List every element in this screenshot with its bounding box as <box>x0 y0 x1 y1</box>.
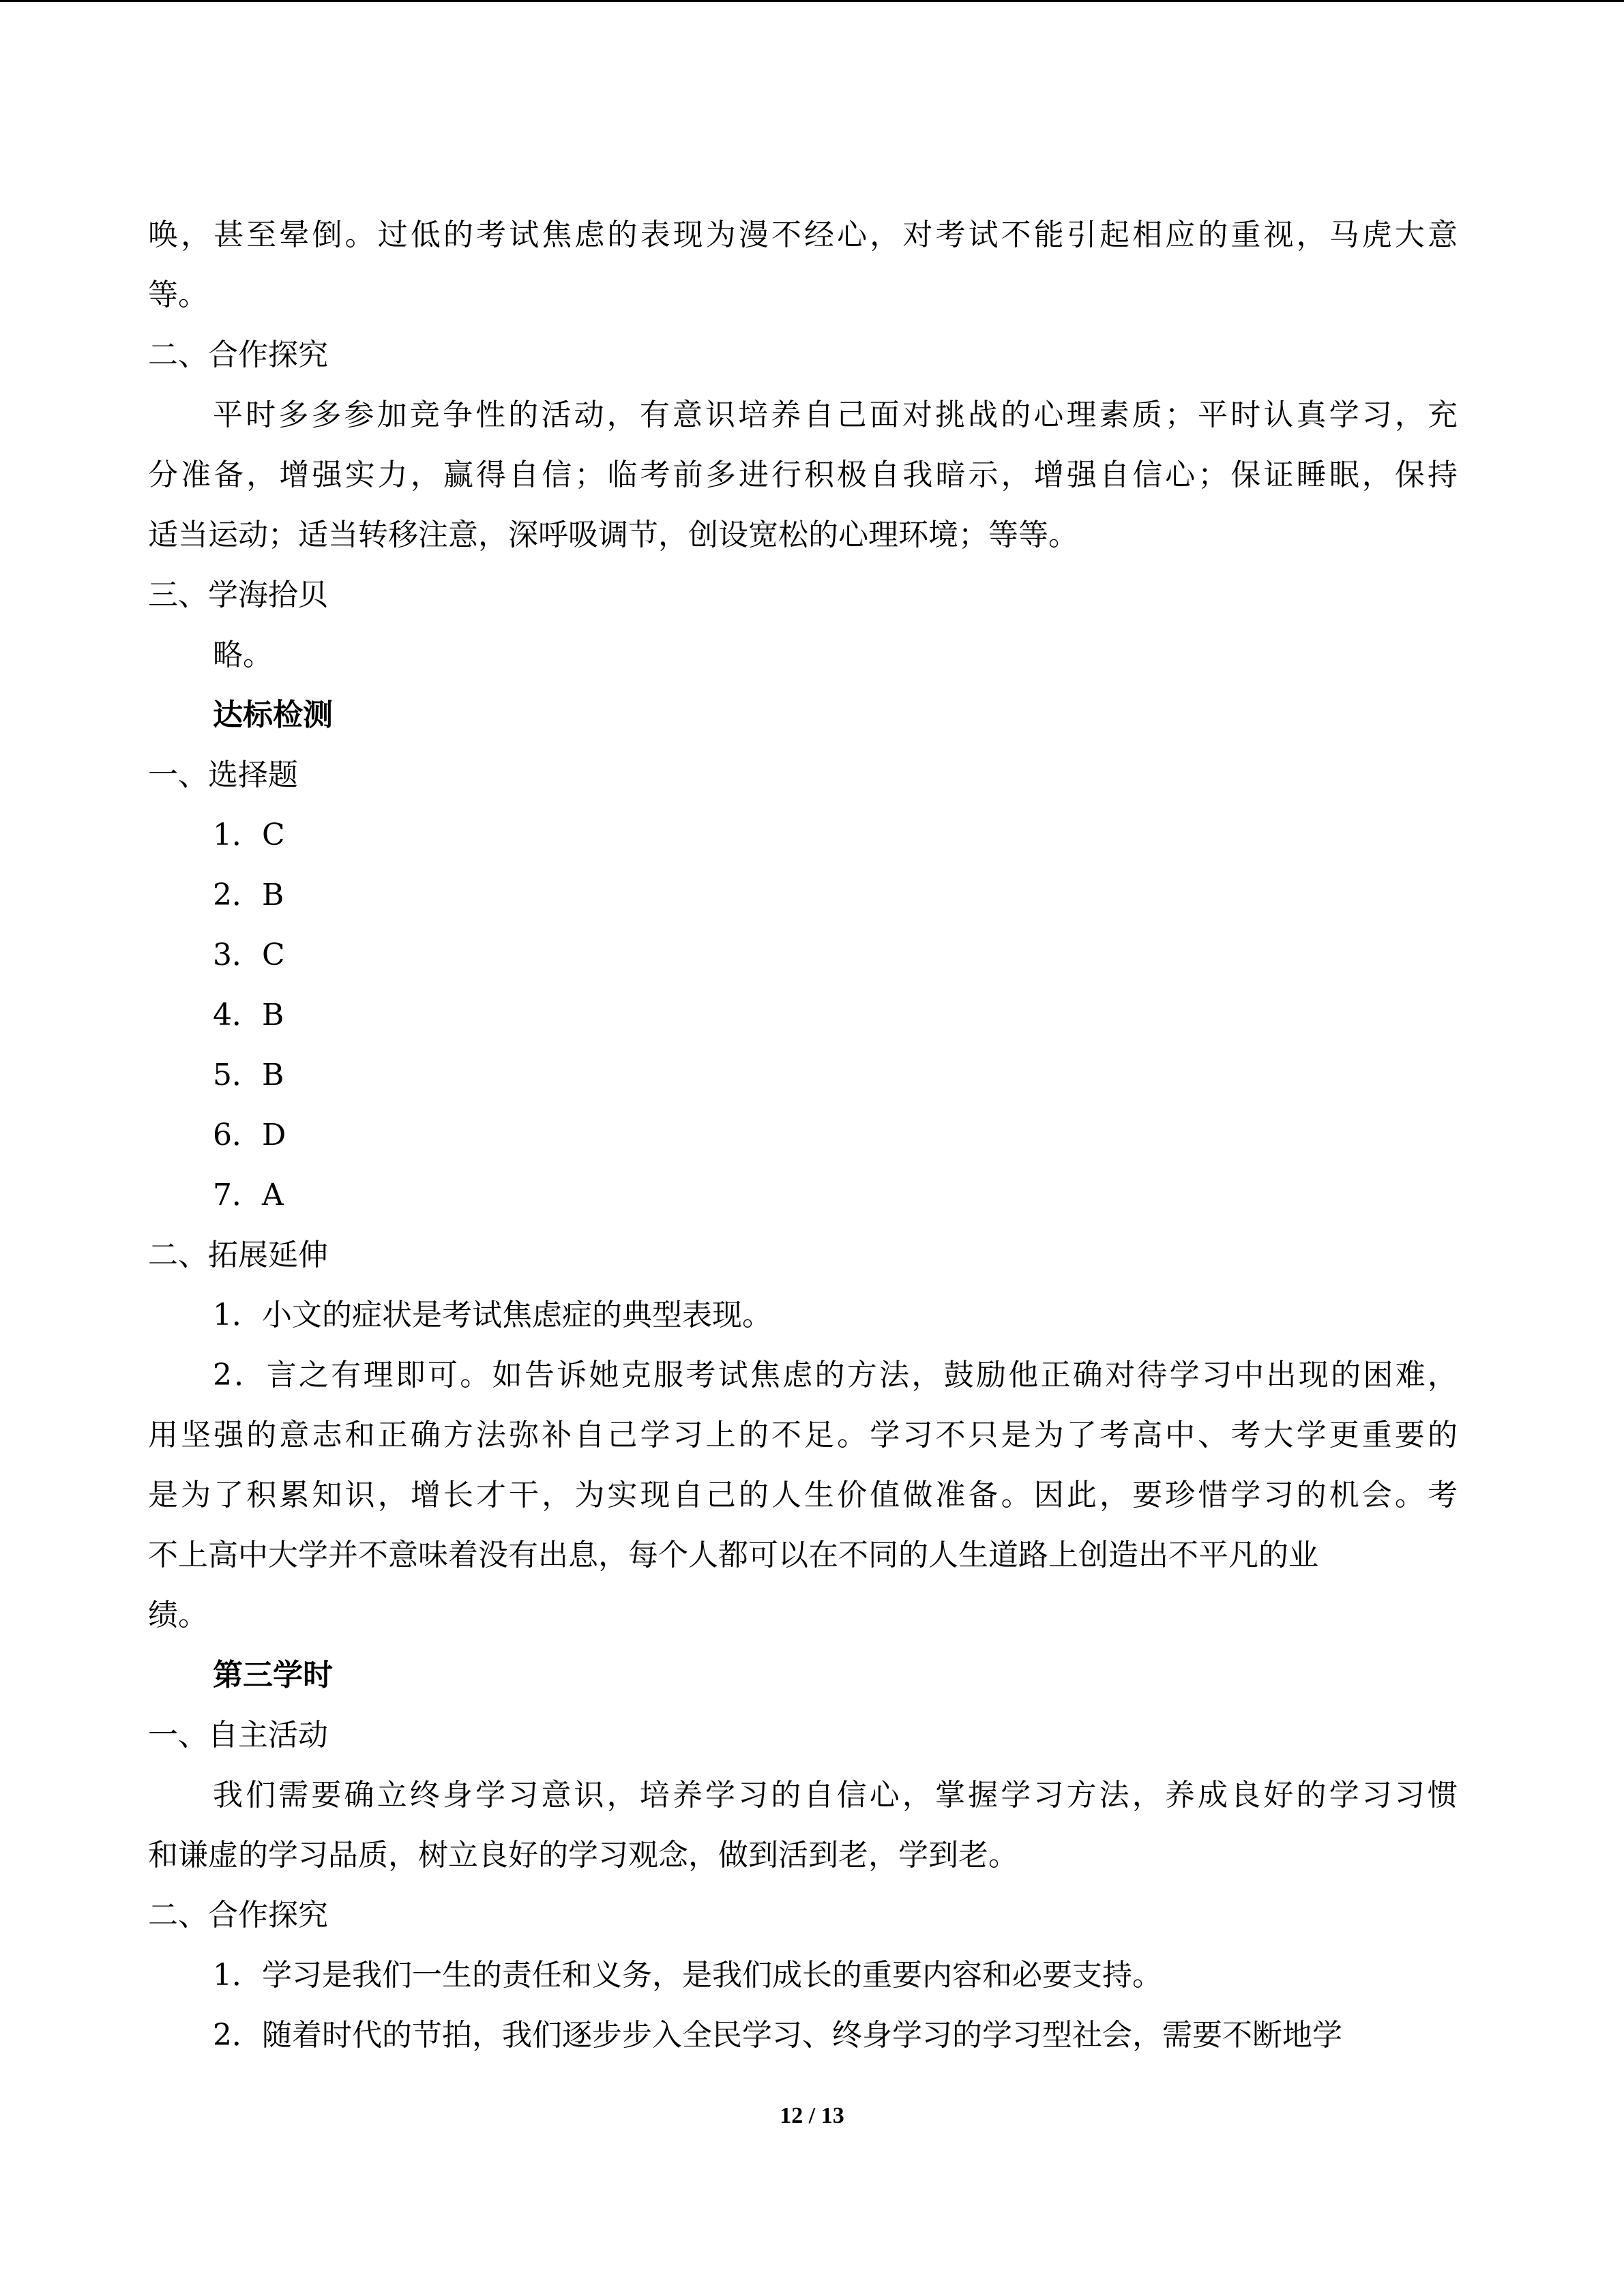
paragraph-line: 2．言之有理即可。如告诉她克服考试焦虑的方法，鼓励他正确对待学习中出现的困难， <box>213 1358 1458 1392</box>
text-line: 唤，甚至晕倒。过低的考试焦虑的表现为漫不经心，对考试不能引起相应的重视，马虎大意 <box>148 218 1458 252</box>
paragraph-line: 平时多多参加竞争性的活动，有意识培养自己面对挑战的心理素质；平时认真学习，充 <box>213 398 1458 432</box>
paragraph-line: 1．小文的症状是考试焦虑症的典型表现。 <box>213 1298 772 1332</box>
paragraph-line: 适当运动；适当转移注意，深呼吸调节，创设宽松的心理环境；等等。 <box>148 518 1078 552</box>
page-number: 12 / 13 <box>780 2103 844 2128</box>
subsection-title: 第三学时 <box>213 1658 333 1693</box>
subsection-title: 达标检测 <box>213 698 333 732</box>
paragraph-line: 绩。 <box>148 1598 208 1632</box>
paragraph-line: 是为了积累知识，增长才干，为实现自己的人生价值做准备。因此，要珍惜学习的机会。考 <box>148 1478 1458 1512</box>
text-line: 等。 <box>148 278 208 312</box>
answer-item: 7．A <box>213 1178 284 1212</box>
answer-item: 2．B <box>213 878 284 912</box>
paragraph-line: 用坚强的意志和正确方法弥补自己学习上的不足。学习不只是为了考高中、考大学更重要的 <box>148 1418 1458 1452</box>
section-heading: 一、选择题 <box>148 758 298 792</box>
answer-item: 5．B <box>213 1058 284 1092</box>
answer-item: 3．C <box>213 938 285 972</box>
section-heading: 二、合作探究 <box>148 338 328 372</box>
paragraph-line: 我们需要确立终身学习意识，培养学习的自信心，掌握学习方法，养成良好的学习习惯 <box>213 1778 1458 1813</box>
section-heading: 二、拓展延伸 <box>148 1238 328 1272</box>
paragraph-line: 2．随着时代的节拍，我们逐步步入全民学习、终身学习的学习型社会，需要不断地学 <box>213 2018 1342 2053</box>
paragraph-line: 不上高中大学并不意味着没有出息，每个人都可以在不同的人生道路上创造出不平凡的业 <box>148 1538 1318 1572</box>
section-heading: 二、合作探究 <box>148 1898 328 1933</box>
section-heading: 三、学海拾贝 <box>148 578 328 612</box>
answer-item: 1．C <box>213 818 285 852</box>
paragraph-line: 1．学习是我们一生的责任和义务，是我们成长的重要内容和必要支持。 <box>213 1958 1162 1993</box>
answer-item: 6．D <box>213 1118 286 1152</box>
page-top-border <box>0 0 1624 2</box>
paragraph-line: 略。 <box>213 638 273 672</box>
answer-item: 4．B <box>213 998 284 1032</box>
section-heading: 一、自主活动 <box>148 1718 328 1753</box>
paragraph-line: 分准备，增强实力，赢得自信；临考前多进行积极自我暗示，增强自信心；保证睡眠，保持 <box>148 458 1458 492</box>
paragraph-line: 和谦虚的学习品质，树立良好的学习观念，做到活到老，学到老。 <box>148 1838 1018 1873</box>
